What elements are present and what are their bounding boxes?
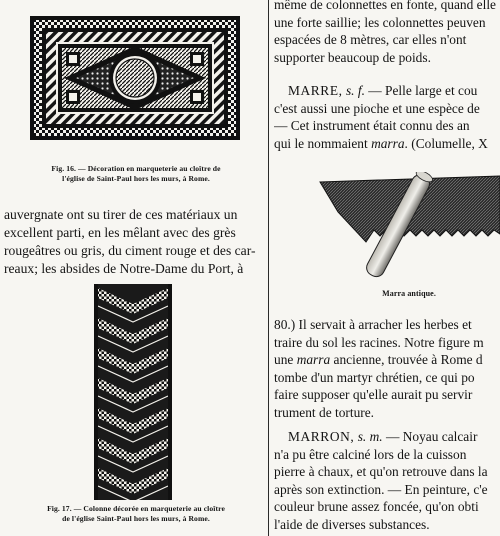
left-text-line: auvergnate ont su tirer de ces matériaux un: [4, 207, 238, 222]
right-text-line: supporter beaucoup de poids.: [274, 49, 431, 65]
marre-cont-line3-word: marra: [296, 352, 331, 368]
figure-16-caption-line1: Fig. 16. — Décoration en marqueterie au cloître de: [51, 164, 221, 173]
right-column: [274, 0, 500, 536]
marre-cont-line3-post: ancienne, trouvée à Rome d: [330, 352, 483, 368]
left-text-line: reaux; les absides de Notre-Dame du Port, à: [4, 261, 244, 276]
marre-entry: [274, 82, 500, 152]
left-text-line: excellent parti, en les mêlant avec des grès: [4, 225, 236, 240]
marre-line1: — Pelle large et cou: [364, 83, 478, 98]
marron-line: l'aide de diverses substances.: [274, 516, 430, 532]
marre-continued: [274, 316, 500, 422]
marre-cont-line3-pre: une: [274, 352, 297, 368]
marron-pos: s. m.: [357, 429, 383, 444]
marron-entry: [274, 428, 500, 534]
marron-line: n'a pu être calciné lors de la cuisson: [274, 446, 467, 462]
figure-17-decorated-column: [94, 284, 172, 500]
right-top-text: [274, 0, 500, 66]
marron-line: pierre à chaux, et qu'on retrouve dans la: [274, 464, 488, 480]
right-text-line: espacées de 8 mètres, car elles n'ont: [274, 32, 467, 48]
marre-pos: s. f.: [345, 83, 365, 98]
figure-17-caption-line1: Fig. 17. — Colonne décorée en marqueterie au cloître: [47, 504, 225, 513]
column-divider: [268, 0, 269, 536]
marra-caption-text: Marra antique.: [382, 289, 436, 298]
figure-16-marquetry-panel: [30, 16, 240, 140]
marron-line: couleur brune assez foncée, qu'on obti: [274, 499, 479, 515]
marron-line1: — Noyau calcair: [382, 429, 478, 444]
marre-cont-line: 80.) Il servait à arracher les herbes et: [274, 317, 472, 332]
right-text-line: une forte saillie; les colonnettes peuven: [274, 14, 486, 30]
marre-term: MARRE,: [288, 83, 343, 98]
marra-illustration: [318, 172, 500, 284]
marre-cont-line: faire supposer qu'elle aurait pu servir: [274, 387, 473, 403]
left-body-text: [4, 206, 264, 278]
marre-cont-line: trument de torture.: [274, 404, 375, 420]
figure-17-caption-line2: de l'église Saint-Paul hors les murs, à Rome.: [62, 514, 210, 523]
marre-line4-pre: qui le nommaient: [274, 135, 372, 151]
marre-line2: c'est aussi une pioche et une espèce de: [274, 100, 480, 116]
marre-cont-line: tombe d'un martyr chrétien, ce qui po: [274, 369, 475, 385]
marre-cont-line: traire du sol les racines. Notre figure m: [274, 334, 484, 350]
marre-line3: — Cet instrument était connu des an: [274, 118, 470, 134]
marre-line4-word: marra: [371, 135, 405, 151]
marre-line4-post: . (Columelle, X: [404, 135, 488, 151]
figure-17-caption: [8, 504, 264, 524]
marron-term: MARRON,: [288, 429, 355, 444]
left-text-line: rougeâtres ou gris, du ciment rouge et des car-: [4, 243, 256, 258]
right-text-line: même de colonnettes en fonte, quand elle: [274, 0, 496, 12]
marron-line: après son extinction. — En peinture, c'e: [274, 481, 488, 497]
figure-16-caption-line2: l'église de Saint-Paul hors les murs, à Rome.: [62, 174, 210, 183]
marra-caption: [318, 289, 500, 299]
figure-16-caption: [8, 164, 264, 184]
